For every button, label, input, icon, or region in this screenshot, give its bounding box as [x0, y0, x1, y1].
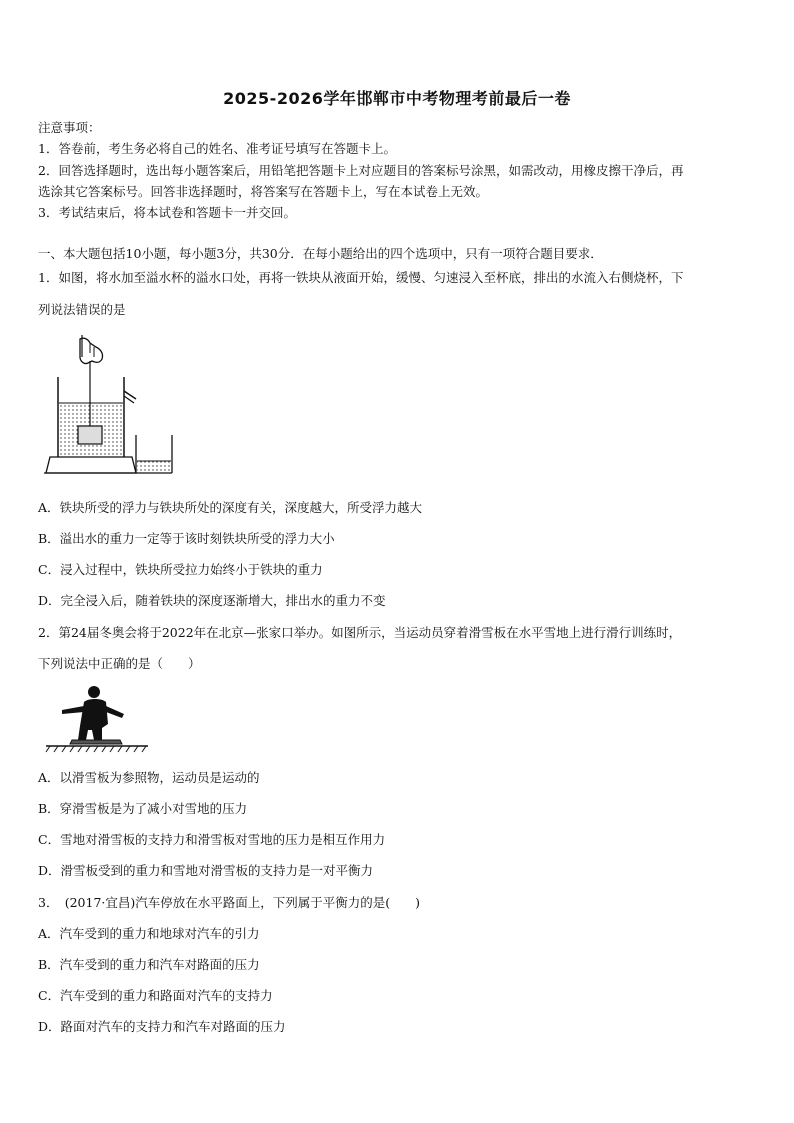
option-item: C．浸入过程中，铁块所受拉力始终小于铁块的重力 [38, 562, 323, 577]
option-item: A．以滑雪板为参照物，运动员是运动的 [38, 770, 260, 785]
snowboarder-figure [44, 684, 150, 754]
notice-item: 选涂其它答案标号。回答非选择题时，将答案写在答题卡上，写在本试卷上无效。 [38, 184, 489, 199]
question-stem: 2．第24届冬奥会将于2022年在北京—张家口举办。如图所示，当运动员穿着滑雪板在水平雪地上进行滑行训练时， [38, 625, 682, 640]
overflow-cup-figure [44, 333, 184, 481]
question-stem: 3． (2017·宜昌)汽车停放在水平路面上，下列属于平衡力的是( ) [38, 895, 420, 910]
option-item: D．完全浸入后，随着铁块的深度逐渐增大，排出水的重力不变 [38, 593, 386, 608]
question-stem: 列说法错误的是 [38, 302, 126, 317]
option-item: D．滑雪板受到的重力和雪地对滑雪板的支持力是一对平衡力 [38, 863, 374, 878]
option-item: C．雪地对滑雪板的支持力和滑雪板对雪地的压力是相互作用力 [38, 832, 386, 847]
option-item: B．穿滑雪板是为了减小对雪地的压力 [38, 801, 248, 816]
notice-item: 3．考试结束后，将本试卷和答题卡一并交回。 [38, 205, 296, 220]
notice-item: 2．回答选择题时，选出每小题答案后，用铅笔把答题卡上对应题目的答案标号涂黑，如需改动，用橡皮擦干净后，再 [38, 163, 684, 178]
option-item: A．汽车受到的重力和地球对汽车的引力 [38, 926, 260, 941]
option-item: C．汽车受到的重力和路面对汽车的支持力 [38, 988, 273, 1003]
option-item: A．铁块所受的浮力与铁块所处的深度有关，深度越大，所受浮力越大 [38, 500, 423, 515]
page-title: 2025-2026学年邯郸市中考物理考前最后一卷 [223, 89, 571, 108]
notice-item: 1．答卷前，考生务必将自己的姓名、准考证号填写在答题卡上。 [38, 141, 396, 156]
question-stem: 下列说法中正确的是（ ） [38, 656, 201, 671]
question-stem: 1．如图，将水加至溢水杯的溢水口处，再将一铁块从液面开始，缓慢、匀速浸入至杯底，排出的水流入右侧烧杯，下 [38, 270, 684, 285]
option-item: B．汽车受到的重力和汽车对路面的压力 [38, 957, 260, 972]
section-heading: 一、本大题包括10小题，每小题3分，共30分．在每小题给出的四个选项中，只有一项符合题目要求． [38, 246, 603, 261]
option-item: B．溢出水的重力一定等于该时刻铁块所受的浮力大小 [38, 531, 335, 546]
notice-heading: 注意事项： [38, 120, 101, 135]
option-item: D．路面对汽车的支持力和汽车对路面的压力 [38, 1019, 286, 1034]
